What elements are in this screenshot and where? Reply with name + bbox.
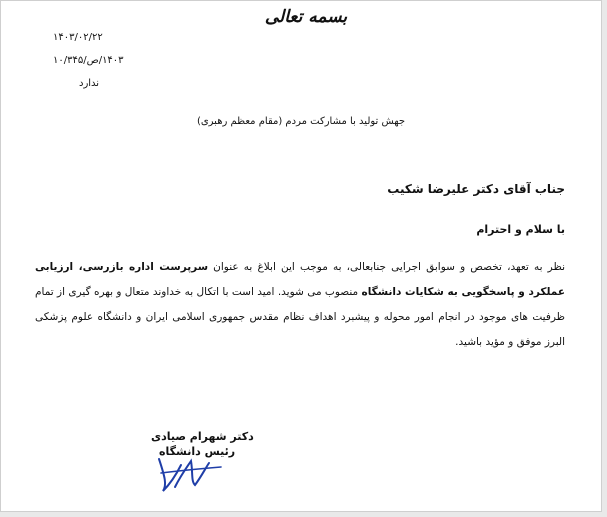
signatory-name: دکتر شهرام صیادی xyxy=(151,430,254,443)
greeting-line: با سلام و احترام xyxy=(476,223,565,236)
body-position-title: سرپرست اداره بازرسی، ارزیابی عملکرد و پاسخگویی به شکایات دانشگاه xyxy=(35,261,565,298)
letter-attachment: ندارد xyxy=(79,78,100,89)
recipient-line: جناب آقای دکتر علیرضا شکیب xyxy=(387,182,565,196)
signatory-title: رئیس دانشگاه xyxy=(159,445,236,458)
body-text-part2: منصوب می شوید. امید است با اتکال به خداوند متعال و بهره گیری از تمام ظرفیت های موجود در انجام امور محوله و پیشبرد اهداف نظام مقدس جمهوری اسلامی ایران و دانشگاه علوم پزشکی البرز موفق و مؤید باشید. xyxy=(35,286,565,348)
letter-number: ۱۴۰۳/ص/۱۰/۳۴۵ xyxy=(53,55,124,66)
body-text-part1: نظر به تعهد، تخصص و سوابق اجرایی جنابعالی، به موجب این ابلاغ به عنوان xyxy=(208,261,565,273)
basmala-heading: بسمه تعالی xyxy=(264,7,348,27)
year-motto: جهش تولید با مشارکت مردم (مقام معظم رهبری) xyxy=(196,116,406,127)
letter-body xyxy=(35,255,565,355)
letter-date: ۱۴۰۳/۰۲/۲۲ xyxy=(53,32,103,43)
handwritten-signature xyxy=(151,447,226,497)
